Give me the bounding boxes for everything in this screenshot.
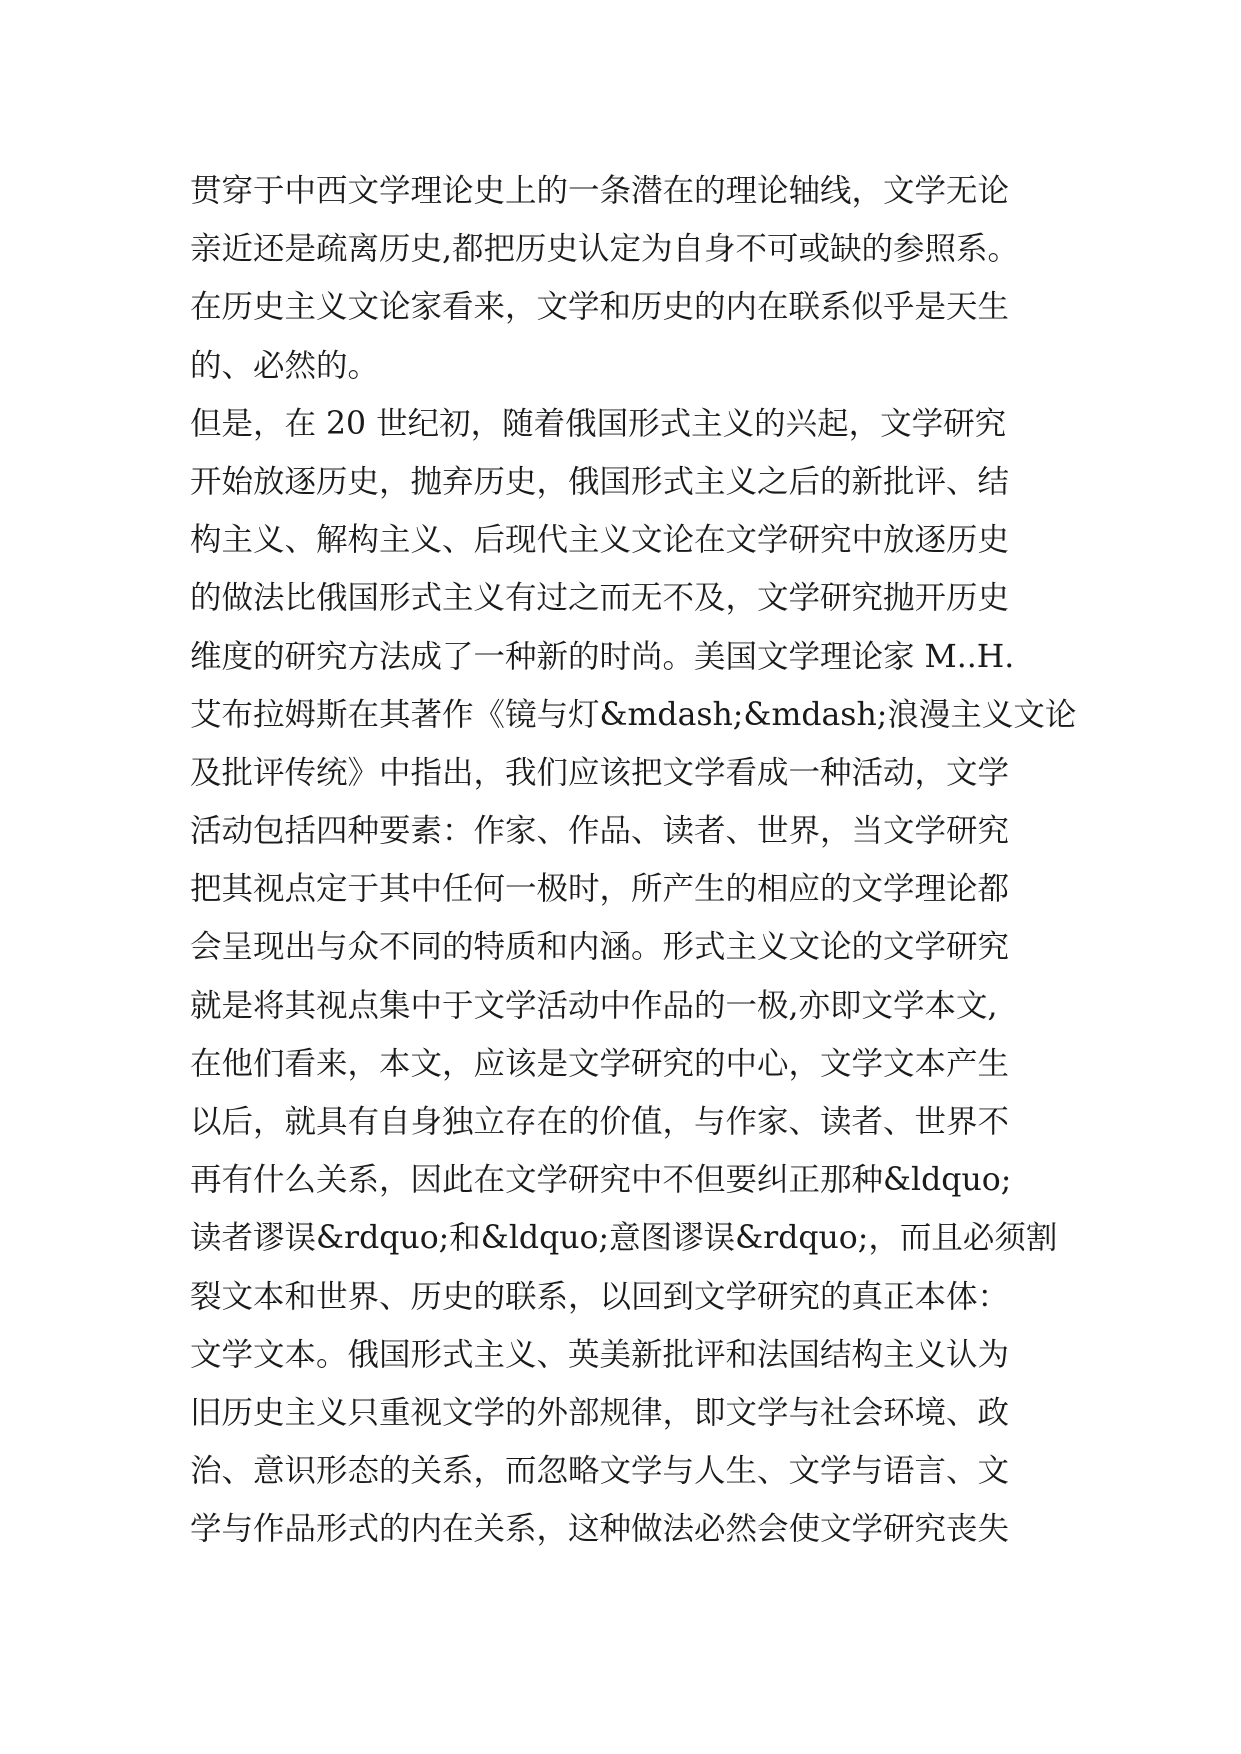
text-line: 学与作品形式的内在关系，这种做法必然会使文学研究丧失 [190, 1511, 1010, 1548]
text-line: 治、意识形态的关系，而忽略文学与人生、文学与语言、文 [190, 1453, 1010, 1490]
text-line: 的做法比俄国形式主义有过之而无不及，文学研究抛开历史 [190, 580, 1010, 617]
text-line: 及批评传统》中指出，我们应该把文学看成一种活动，文学 [190, 754, 1010, 791]
paragraph [190, 162, 1150, 395]
text-line: 贯穿于中西文学理论史上的一条潜在的理论轴线，文学无论 [190, 173, 1010, 209]
text-line: 构主义、解构主义、后现代主义文论在文学研究中放逐历史 [190, 522, 1010, 559]
paragraph [190, 395, 1150, 1559]
text-line: 会呈现出与众不同的特质和内涵。形式主义文论的文学研究 [190, 929, 1010, 966]
text-line: 以后，就具有自身独立存在的价值，与作家、读者、世界不 [190, 1104, 1010, 1140]
text-line: 文学文本。俄国形式主义、英美新批评和法国结构主义认为 [190, 1336, 1010, 1373]
body-text [190, 162, 1150, 1559]
text-line: 艾布拉姆斯在其著作《镜与灯&mdash;&mdash;浪漫主义文论 [190, 696, 1077, 733]
text-line: 就是将其视点集中于文学活动中作品的一极,亦即文学本文, [190, 987, 998, 1024]
text-line: 在他们看来，本文，应该是文学研究的中心，文学文本产生 [190, 1045, 1010, 1082]
text-line: 把其视点定于其中任何一极时，所产生的相应的文学理论都 [190, 871, 1010, 908]
text-line: 旧历史主义只重视文学的外部规律，即文学与社会环境、政 [190, 1394, 1010, 1431]
text-line: 活动包括四种要素：作家、作品、读者、世界，当文学研究 [190, 813, 1010, 850]
text-line: 但是，在 20 世纪初，随着俄国形式主义的兴起，文学研究 [190, 405, 1007, 442]
text-line: 开始放逐历史，抛弃历史，俄国形式主义之后的新批评、结 [190, 463, 1010, 500]
text-line: 裂文本和世界、历史的联系，以回到文学研究的真正本体： [190, 1278, 1010, 1315]
text-line: 读者谬误&rdquo;和&ldquo;意图谬误&rdquo;，而且必须割 [190, 1220, 1058, 1257]
text-line: 再有什么关系，因此在文学研究中不但要纠正那种&ldquo; [190, 1162, 1012, 1199]
text-line: 在历史主义文论家看来，文学和历史的内在联系似乎是天生 [190, 289, 1010, 326]
text-line: 维度的研究方法成了一种新的时尚。美国文学理论家 M..H. [190, 638, 1015, 675]
text-line: 亲近还是疏离历史,都把历史认定为自身不可或缺的参照系。 [190, 231, 1020, 268]
text-line: 的、必然的。 [190, 347, 380, 384]
